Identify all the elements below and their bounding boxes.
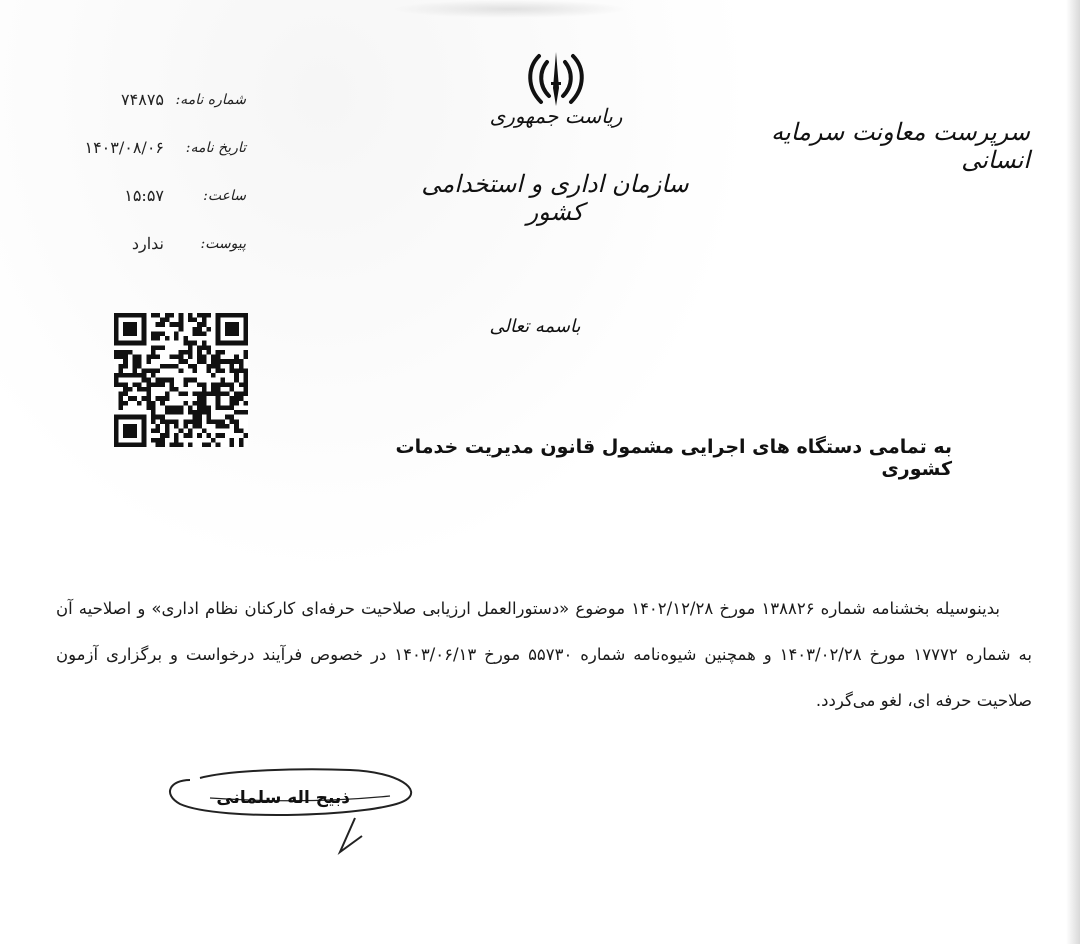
- meta-label: ساعت:: [203, 188, 246, 204]
- meta-label: پیوست:: [200, 236, 246, 252]
- page-edge-shadow: [1066, 0, 1080, 944]
- meta-value: ۱۴۰۳/۰۸/۰۶: [84, 138, 164, 157]
- meta-value: ندارد: [131, 234, 164, 253]
- qr-code-icon: [114, 313, 248, 447]
- organization-name: سازمان اداری و استخدامی کشور: [421, 170, 689, 226]
- letter-meta: [70, 86, 260, 278]
- meta-value: ۱۵:۵۷: [124, 186, 164, 205]
- meta-value: ۷۴۸۷۵: [121, 90, 164, 109]
- addressee: به تمامی دستگاه های اجرایی مشمول قانون مدیریت خدمات کشوری: [395, 436, 952, 480]
- letter-body: [56, 586, 1032, 724]
- meta-row-date: [70, 134, 260, 182]
- meta-row-attachment: [70, 230, 260, 278]
- meta-row-time: [70, 182, 260, 230]
- meta-label: شماره نامه:: [175, 92, 246, 108]
- scan-smudge: [390, 0, 630, 18]
- body-paragraph: بدینوسیله بخشنامه شماره ۱۳۸۸۲۶ مورخ ۱۴۰۲/۱۲/۲۸ موضوع «دستورالعمل ارزیابی صلاحیت حرفه‌ای کارکنان نظام اداری» و اصلاحیه آن به شماره ۱۷۷۷۲ مورخ ۱۴۰۳/۰۲/۲۸ و همچنین شیوه‌نامه شماره ۵۵۷۳۰ مورخ ۱۴۰۳/۰۶/۱۳ در خصوص فرآیند درخواست و برگزاری آزمون صلاحیت حرفه ای، لغو می‌گردد.: [56, 599, 1032, 710]
- presidency-title: ریاست جمهوری: [489, 104, 623, 128]
- meta-label: تاریخ نامه:: [185, 140, 246, 156]
- signer-name: ذبیح اله سلمانی: [216, 788, 350, 808]
- deputy-title: سرپرست معاونت سرمایه انسانی: [771, 118, 1030, 174]
- meta-row-number: [70, 86, 260, 134]
- bismillah: باسمه تعالی: [489, 316, 581, 337]
- iran-emblem-icon: [523, 48, 589, 110]
- signature-scribble-icon: [150, 760, 420, 870]
